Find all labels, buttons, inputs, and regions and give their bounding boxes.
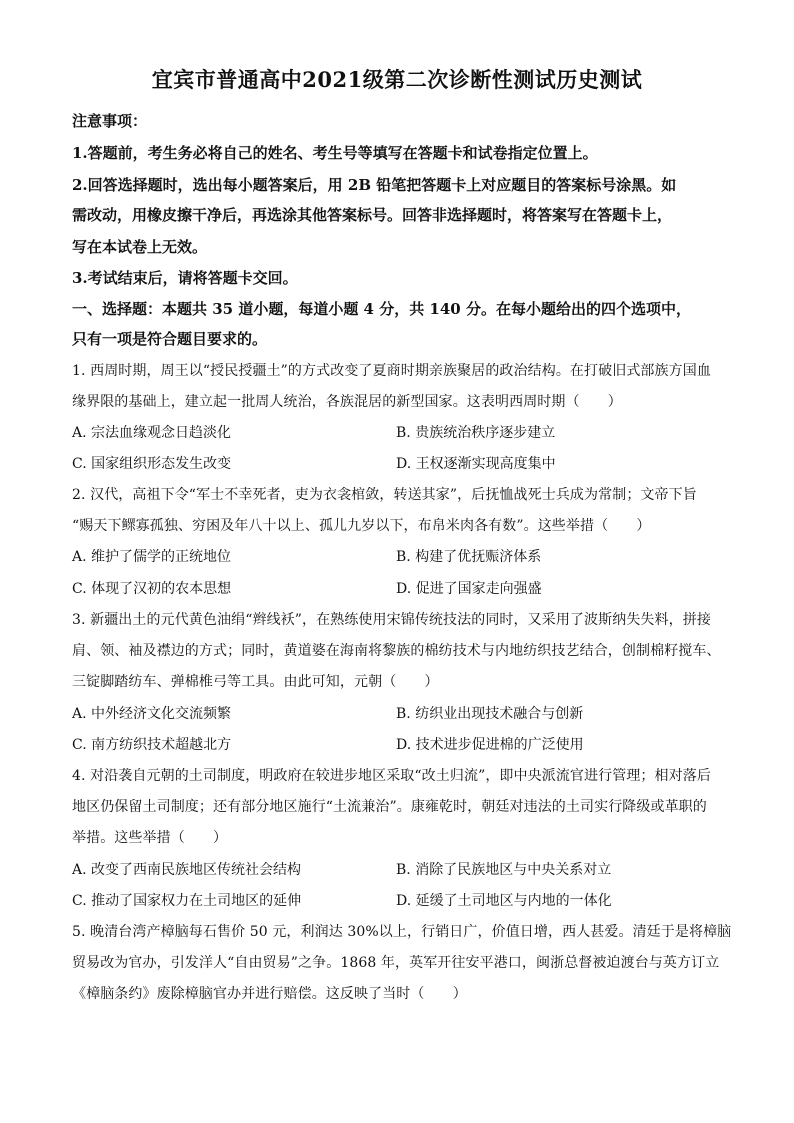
question-3-option-a: A. 中外经济文化交流频繁 bbox=[72, 706, 232, 722]
question-4-line-3: 举措。这些举措（ ） bbox=[72, 830, 228, 846]
question-4-option-b: B. 消除了民族地区与中央关系对立 bbox=[396, 862, 612, 878]
question-2-option-a: A. 维护了儒学的正统地位 bbox=[72, 549, 232, 565]
question-4-option-c: C. 推动了国家权力在土司地区的延伸 bbox=[72, 893, 302, 909]
notice-item-2-line-1: 2.回答选择题时，选出每小题答案后，用 2B 铅笔把答题卡上对应题目的答案标号涂黑。如 bbox=[72, 176, 677, 194]
question-3-line-3: 三锭脚踏纺车、弹棉椎弓等工具。由此可知，元朝（ ） bbox=[72, 674, 439, 690]
question-1-line-1: 1. 西周时期，周王以“授民授疆土”的方式改变了夏商时期亲族聚居的政治结构。在打破旧式部族方国血 bbox=[72, 363, 711, 379]
question-3-line-1: 3. 新疆出土的元代黄色油绢“辫线袄”，在熟练使用宋锦传统技法的同时，又采用了波斯纳失失料，拼接 bbox=[72, 612, 711, 628]
question-2-option-d: D. 促进了国家走向强盛 bbox=[396, 581, 542, 597]
question-5-line-1: 5. 晚清台湾产樟脑每石售价 50 元，利润达 30%以上，行销日广，价值日增，西人甚爱。清廷于是将樟脑 bbox=[72, 924, 732, 940]
question-1-line-2: 缘界限的基础上，建立起一批周人统治，各族混居的新型国家。这表明西周时期（ ） bbox=[72, 394, 622, 410]
question-3-line-2: 肩、领、袖及襟边的方式；同时，黄道婆在海南将黎族的棉纺技术与内地纺织技艺结合，创制棉籽搅车、 bbox=[72, 643, 721, 659]
notice-item-3: 3.考试结束后，请将答题卡交回。 bbox=[72, 269, 298, 287]
question-4-option-d: D. 延缓了土司地区与内地的一体化 bbox=[396, 893, 612, 909]
question-5-line-2: 贸易改为官办，引发洋人“自由贸易”之争。1868 年，英军开往安平港口，闽浙总督被迫渡台与英方订立 bbox=[72, 955, 720, 971]
question-3-option-d: D. 技术进步促进棉的广泛使用 bbox=[396, 737, 584, 753]
question-2-line-2: “赐天下鳏寡孤独、穷困及年八十以上、孤儿九岁以下，布帛米肉各有数”。这些举措（ ） bbox=[72, 518, 651, 534]
question-1-option-d: D. 王权逐渐实现高度集中 bbox=[396, 456, 556, 472]
page-title: 宜宾市普通高中2021级第二次诊断性测试历史测试 bbox=[151, 67, 643, 92]
notice-item-2-line-2: 需改动，用橡皮擦干净后，再选涂其他答案标号。回答非选择题时，将答案写在答题卡上， bbox=[72, 206, 673, 224]
question-2-line-1: 2. 汉代，高祖下令“军士不幸死者，吏为衣衾棺敛，转送其家”，后抚恤战死士兵成为常制；文帝下旨 bbox=[72, 487, 697, 503]
question-2-option-c: C. 体现了汉初的农本思想 bbox=[72, 581, 232, 597]
notice-item-2-line-3: 写在本试卷上无效。 bbox=[72, 238, 208, 256]
question-2-option-b: B. 构建了优抚赈济体系 bbox=[396, 549, 542, 565]
notice-item-1: 1.答题前，考生务必将自己的姓名、考生号等填写在答题卡和试卷指定位置上。 bbox=[72, 144, 598, 162]
section-heading-line-2: 只有一项是符合题目要求的。 bbox=[72, 330, 268, 348]
section-heading-line-1: 一、选择题：本题共 35 道小题，每道小题 4 分，共 140 分。在每小题给出的四个选项中， bbox=[72, 300, 691, 318]
question-1-option-c: C. 国家组织形态发生改变 bbox=[72, 456, 232, 472]
question-5-line-3: 《樟脑条约》废除樟脑官办并进行赔偿。这反映了当时（ ） bbox=[72, 986, 467, 1002]
question-4-line-1: 4. 对沿袭自元朝的土司制度，明政府在较进步地区采取“改土归流”，即中央派流官进行管理；相对落后 bbox=[72, 768, 711, 784]
question-1-option-a: A. 宗法血缘观念日趋淡化 bbox=[72, 425, 232, 441]
question-3-option-c: C. 南方纺织技术超越北方 bbox=[72, 737, 232, 753]
question-4-option-a: A. 改变了西南民族地区传统社会结构 bbox=[72, 862, 302, 878]
question-4-line-2: 地区仍保留土司制度；还有部分地区施行“土流兼治”。康雍乾时，朝廷对违法的土司实行降级或革职的 bbox=[72, 799, 707, 815]
question-3-option-b: B. 纺织业出现技术融合与创新 bbox=[396, 706, 584, 722]
question-1-option-b: B. 贵族统治秩序逐步建立 bbox=[396, 425, 556, 441]
notice-heading: 注意事项： bbox=[72, 112, 148, 130]
